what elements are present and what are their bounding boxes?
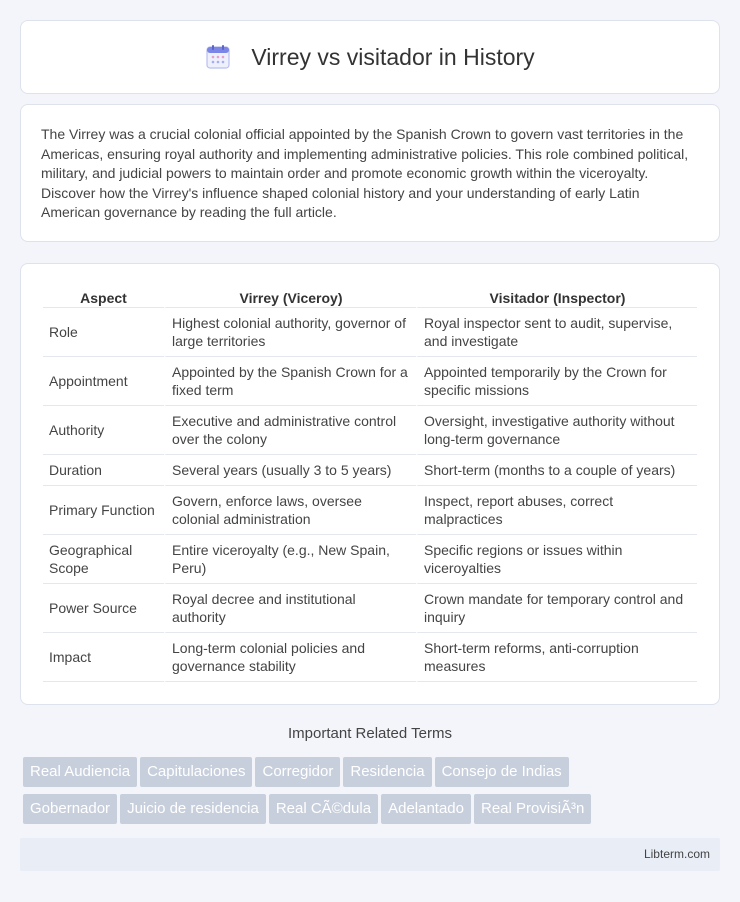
cell-virrey: Appointed by the Spanish Crown for a fixed term [164, 357, 416, 406]
comparison-table [43, 284, 697, 682]
related-terms-title: Important Related Terms [288, 725, 452, 742]
tag-corregidor[interactable]: Corregidor [255, 757, 340, 787]
cell-visitador: Oversight, investigative authority without long-term governance [416, 406, 697, 455]
cell-aspect: Power Source [43, 584, 164, 633]
tag-real-audiencia[interactable]: Real Audiencia [23, 757, 137, 787]
table-row [43, 633, 697, 682]
table-row [43, 584, 697, 633]
tag-real-provision[interactable]: Real ProvisiÃ³n [474, 794, 591, 824]
calendar-icon [205, 44, 231, 70]
intro-card [20, 104, 720, 242]
tag-juicio-de-residencia[interactable]: Juicio de residencia [120, 794, 266, 824]
cell-aspect: Role [43, 308, 164, 357]
header-visitador: Visitador (Inspector) [416, 284, 697, 308]
footer [20, 838, 720, 871]
cell-virrey: Entire viceroyalty (e.g., New Spain, Peru) [164, 535, 416, 584]
cell-visitador: Inspect, report abuses, correct malpractices [416, 486, 697, 535]
table-row [43, 535, 697, 584]
cell-visitador: Appointed temporarily by the Crown for specific missions [416, 357, 697, 406]
cell-visitador: Crown mandate for temporary control and inquiry [416, 584, 697, 633]
cell-virrey: Royal decree and institutional authority [164, 584, 416, 633]
table-row [43, 455, 697, 486]
cell-virrey: Govern, enforce laws, oversee colonial administration [164, 486, 416, 535]
cell-aspect: Appointment [43, 357, 164, 406]
tag-residencia[interactable]: Residencia [343, 757, 431, 787]
cell-aspect: Primary Function [43, 486, 164, 535]
tag-consejo-de-indias[interactable]: Consejo de Indias [435, 757, 569, 787]
cell-aspect: Geographical Scope [43, 535, 164, 584]
header-virrey: Virrey (Viceroy) [164, 284, 416, 308]
table-row [43, 406, 697, 455]
comparison-card [20, 263, 720, 705]
cell-virrey: Executive and administrative control over the colony [164, 406, 416, 455]
tag-real-cedula[interactable]: Real CÃ©dula [269, 794, 378, 824]
cell-virrey: Long-term colonial policies and governance stability [164, 633, 416, 682]
header-aspect: Aspect [43, 284, 164, 308]
table-row [43, 486, 697, 535]
cell-aspect: Impact [43, 633, 164, 682]
cell-visitador: Short-term (months to a couple of years) [416, 455, 697, 486]
cell-visitador: Specific regions or issues within viceroyalties [416, 535, 697, 584]
intro-text: The Virrey was a crucial colonial official appointed by the Spanish Crown to govern vast territories in the Americas, ensuring royal authority and implementing administrative policies. This role combined political, military, and judicial powers to maintain order and promote economic growth within the viceroyalty. Discover how the Virrey's influence shaped colonial history and your understanding of early Latin American governance by reading the full article. [41, 126, 689, 220]
table-row [43, 357, 697, 406]
header-card [20, 20, 720, 94]
page-title: Virrey vs visitador in History [251, 43, 535, 70]
cell-aspect: Duration [43, 455, 164, 486]
cell-visitador: Royal inspector sent to audit, supervise, and investigate [416, 308, 697, 357]
cell-aspect: Authority [43, 406, 164, 455]
footer-brand[interactable]: Libterm.com [643, 847, 710, 861]
table-row [43, 308, 697, 357]
tag-adelantado[interactable]: Adelantado [381, 794, 471, 824]
cell-virrey: Highest colonial authority, governor of large territories [164, 308, 416, 357]
tag-capitulaciones[interactable]: Capitulaciones [140, 757, 252, 787]
cell-visitador: Short-term reforms, anti-corruption measures [416, 633, 697, 682]
cell-virrey: Several years (usually 3 to 5 years) [164, 455, 416, 486]
table-header-row [43, 284, 697, 308]
tag-gobernador[interactable]: Gobernador [23, 794, 117, 824]
related-terms-list [23, 757, 723, 831]
